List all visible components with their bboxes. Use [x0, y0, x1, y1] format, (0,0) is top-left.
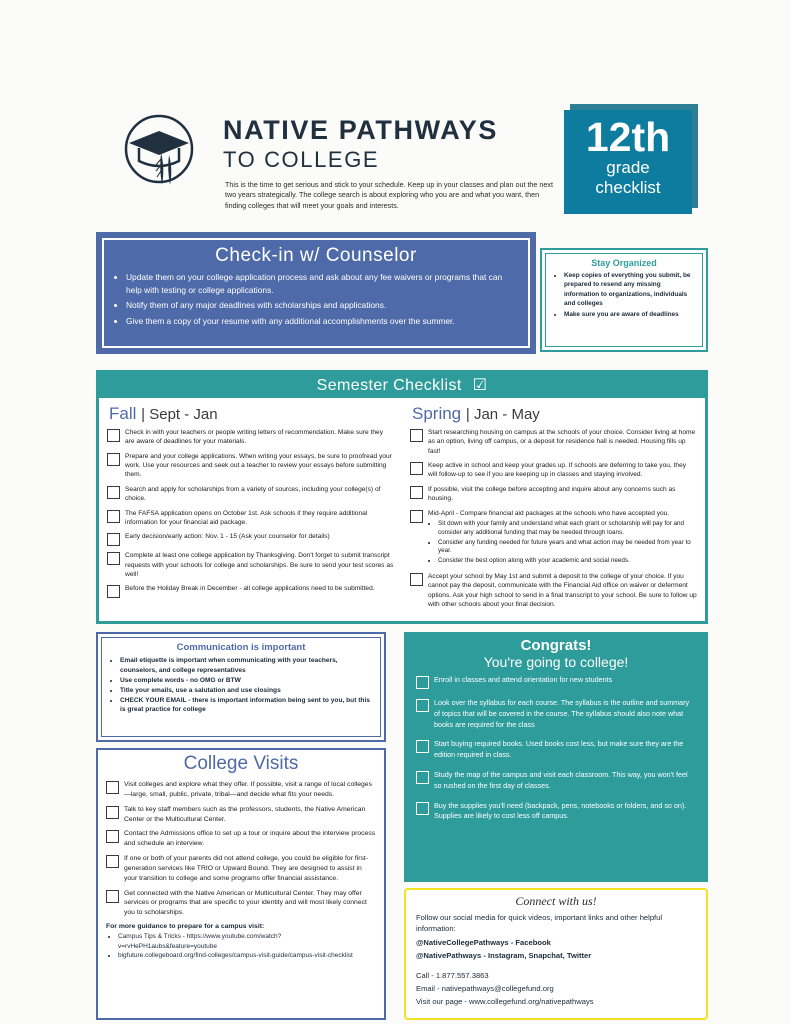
checklist-row[interactable]: [106, 829, 376, 849]
graduation-cap-feather-icon: [115, 113, 211, 189]
fall-season: Fall: [109, 404, 137, 423]
more-guidance-heading: For more guidance to prepare for a campus visit:: [106, 923, 265, 931]
checkbox[interactable]: [410, 429, 423, 442]
checklist-text: If one or both of your parents did not attend college, you could be eligible for first-generation services like TRIO or Upward Bound. They are designed to assist in your transition to college and some programs offer financial assistance.: [124, 855, 369, 882]
checklist-row[interactable]: [416, 675, 696, 689]
grade-badge: [564, 104, 704, 214]
checkbox[interactable]: [410, 510, 423, 523]
checkbox[interactable]: [106, 806, 119, 819]
list-item: • CHECK YOUR EMAIL - there is important information being sent to you, but this is great practice for college: [120, 696, 374, 716]
list-item: • Consider the best option along with your academic and social needs.: [438, 557, 697, 566]
fall-heading: Fall | Sept - Jan: [109, 404, 218, 423]
checklist-text: Search and apply for scholarships from a variety of sources, including your college(s) of choice.: [125, 485, 381, 503]
brand-line-1: NATIVE PATHWAYS: [223, 115, 499, 145]
congrats-panel: [404, 632, 708, 882]
congrats-subtitle: You're going to college!: [483, 654, 629, 670]
badge-grade-word: grade: [606, 158, 650, 177]
intro-paragraph: This is the time to get serious and stick to your schedule. Keep up in your classes and plan out the next two years strategically. The college search is about exploring who you are and what you want, then finding colleges that will meet your goals and interests.: [225, 180, 554, 210]
badge-front: [564, 110, 692, 214]
checklist-row[interactable]: [410, 572, 697, 609]
checklist-text: Early decision/early action: Nov. 1 - 15 (Ask your counselor for details): [125, 533, 330, 541]
website-url[interactable]: Visit our page - www.collegefund.org/nativepathways: [416, 997, 594, 1007]
checklist-row[interactable]: [416, 801, 696, 823]
list-item[interactable]: • bigfuture.collegeboard.org/find-colleges/campus-visit-guide/campus-visit-checklist: [118, 951, 376, 960]
stay-organized-panel: [540, 248, 708, 352]
checklist-row[interactable]: [410, 428, 697, 456]
checkbox[interactable]: [106, 855, 119, 868]
sub-list: [428, 520, 697, 566]
checklist-row[interactable]: [107, 485, 394, 504]
list-item: • Title your emails, use a salutation and use closings: [120, 686, 374, 696]
facebook-handle[interactable]: @NativeCollegePathways - Facebook: [416, 937, 551, 947]
semester-title-band: [99, 373, 705, 398]
checkbox[interactable]: [416, 802, 429, 815]
social-handles[interactable]: @NativePathways - Instagram, Snapchat, Twitter: [416, 951, 592, 961]
checkbox[interactable]: [107, 585, 120, 598]
checkbox[interactable]: [107, 429, 120, 442]
checklist-row[interactable]: [107, 428, 394, 447]
counselor-panel: [96, 232, 536, 354]
checkbox[interactable]: [410, 573, 423, 586]
semester-checklist-panel: [96, 370, 708, 624]
list-item: • Notify them of any major deadlines with scholarships and applications.: [126, 299, 520, 312]
college-visits-panel: [96, 748, 386, 1020]
checklist-row[interactable]: [410, 461, 697, 480]
brand-title: [223, 116, 498, 173]
checkbox[interactable]: [107, 510, 120, 523]
communication-list: [108, 656, 374, 715]
list-item: • Use complete words - no OMG or BTW: [120, 676, 374, 686]
checklist-text: If possible, visit the college before accepting and inquire about any concerns such as housing.: [428, 485, 676, 503]
college-visits-title: College Visits: [183, 753, 299, 774]
checklist-row[interactable]: [416, 698, 696, 730]
checkbox[interactable]: [416, 771, 429, 784]
spring-column: [402, 398, 705, 614]
list-item: • Sit down with your family and understand what each grant or scholarship will pay for and consider any additional funding that may be needed through loans.: [438, 520, 697, 538]
connect-intro: Follow our social media for quick videos, important links and other helpful information:: [416, 913, 663, 934]
checklist-row[interactable]: [107, 509, 394, 528]
checklist-text: Enroll in classes and attend orientation for new students: [434, 675, 613, 684]
spring-season: Spring: [412, 404, 462, 423]
badge-grade: 12th: [585, 114, 671, 160]
congrats-title: Congrats!: [520, 637, 592, 654]
checklist-row[interactable]: [107, 551, 394, 579]
checklist-row[interactable]: [410, 485, 697, 504]
list-item[interactable]: • Campus Tips & Tricks - https://www.youtube.com/watch?v=rvHePH1aubs&feature=youtube: [118, 932, 376, 951]
list-item: • Keep copies of everything you submit, be prepared to resend any missing information to organizations, individuals and colleges: [564, 271, 696, 308]
checkbox[interactable]: [410, 486, 423, 499]
checkbox[interactable]: [416, 699, 429, 712]
checklist-text: Start researching housing on campus at the schools of your choice. Consider living at home as an option, living off campus, or a deposit for residence hall is needed. Housing fills up fast!: [428, 429, 696, 455]
checkbox[interactable]: [416, 676, 429, 689]
spring-heading: Spring | Jan - May: [412, 404, 540, 423]
list-item: • Update them on your college application process and ask about any fee waivers or programs that can help with testing or college applications.: [126, 271, 520, 296]
checklist-text: The FAFSA application opens on October 1st. Ask schools if they require additional information for your financial aid package.: [125, 509, 368, 526]
checklist-row[interactable]: [410, 509, 697, 567]
checkbox[interactable]: [107, 453, 120, 466]
checkbox[interactable]: [410, 462, 423, 475]
check-mark-icon: ☑: [472, 377, 488, 394]
checklist-row[interactable]: [107, 452, 394, 480]
semester-title: Semester Checklist: [316, 377, 462, 394]
checklist-row[interactable]: [107, 532, 394, 546]
campus-visit-links: [106, 932, 376, 960]
checklist-row[interactable]: [106, 889, 376, 919]
checklist-text: Contact the Admissions office to set up a tour or inquire about the interview process and schedule an interview.: [124, 830, 376, 848]
stay-organized-list: [552, 271, 696, 319]
checklist-text: Keep active in school and keep your grades up. If schools are deferring to take you, they will follow-up to see if you are keeping up in classes and staying involved.: [428, 462, 687, 479]
checkbox[interactable]: [107, 533, 120, 546]
checklist-text: Accept your school by May 1st and submit a deposit to the college of your choice. If you cannot pay the deposit, communicate with the Financial Aid office on waiver or deferment options. Ask your high school to send in a final transcript to your school. Be sure to follow up with other schools about your final decision.: [428, 572, 697, 609]
list-item: • Give them a copy of your resume with any additional accomplishments over the summer.: [126, 315, 520, 328]
communication-title: Communication is important: [176, 642, 306, 653]
checklist-text: Buy the supplies you'll need (backpack, pens, notebooks or folders, and so on). Supplies are likely to cost less off campus.: [434, 800, 687, 821]
list-item: • Consider any funding needed for future years and what action may be needed from year to year.: [438, 539, 697, 557]
checklist-row[interactable]: [416, 770, 696, 792]
checkbox[interactable]: [106, 890, 119, 903]
counselor-title: Check-in w/ Counselor: [215, 245, 417, 266]
connect-panel: [404, 888, 708, 1020]
badge-checklist-word: checklist: [595, 177, 661, 197]
counselor-list: [112, 271, 520, 327]
connect-title: Connect with us!: [515, 894, 597, 908]
checkbox[interactable]: [416, 740, 429, 753]
stay-organized-title: Stay Organized: [591, 258, 657, 268]
fall-months: Sept - Jan: [149, 406, 218, 423]
checkbox[interactable]: [107, 486, 120, 499]
checklist-text: Get connected with the Native American or Multicultural Center. They may offer services or programs that are specific to your identity and will most likely connect you to scholarships.: [124, 889, 367, 917]
checklist-text: Prepare and your college applications. When writing your essays, be sure to proofread your work. Use your resources and seek out a teacher to review your essays before submitting them.: [125, 452, 392, 479]
checkbox[interactable]: [106, 830, 119, 843]
checklist-text: Study the map of the campus and visit each classroom. This way, you won't feel so rushed on the first day of classes.: [434, 769, 688, 790]
list-item: • Make sure you are aware of deadlines: [564, 310, 696, 319]
list-item: • Email etiquette is important when communicating with your teachers, counselors, and college representatives: [120, 656, 374, 676]
brand-line-2: TO COLLEGE: [223, 147, 380, 173]
fall-column: [99, 398, 402, 614]
checklist-row[interactable]: [106, 805, 376, 825]
checklist-text: Look over the syllabus for each course. The syllabus is the outline and summary of topics that will be covered in the course. The syllabus should also note what books are required for the class: [434, 698, 690, 729]
checklist-row[interactable]: [106, 780, 376, 800]
checklist-text: Before the Holiday Break in December - all college applications need to be submitted.: [125, 585, 375, 593]
checkbox[interactable]: [107, 552, 120, 565]
checklist-row[interactable]: [107, 584, 394, 598]
checklist-row[interactable]: [416, 739, 696, 761]
checklist-text: Check in with your teachers or people writing letters of recommendation. Make sure they are aware of deadlines for your materials.: [125, 429, 384, 446]
checkbox[interactable]: [106, 781, 119, 794]
checklist-text: Talk to key staff members such as the professors, students, the Native American Center or the Multicultural Center.: [124, 805, 366, 823]
phone-number[interactable]: Call - 1.877.557.3863: [416, 970, 489, 980]
checklist-text: Complete at least one college application by Thanksgiving. Don't forget to submit transcript requests with your schools for college and scholarships. Be sure to send your test scores as well!: [125, 552, 394, 578]
communication-panel: [96, 632, 386, 742]
checklist-row[interactable]: [106, 854, 376, 884]
checklist-text: Mid-April - Compare financial aid packages at the schools who have accepted you.: [428, 509, 670, 517]
checklist-text: Visit colleges and explore what they offer. If possible, visit a range of local colleges—large, small, public, private, tribal—and decide what fits your needs.: [124, 781, 372, 798]
email-address[interactable]: Email - nativepathways@collegefund.org: [416, 983, 554, 993]
checklist-text: Start buying required books. Used books cost less, but make sure they are the edition required in class.: [434, 739, 684, 760]
spring-months: Jan - May: [473, 406, 540, 423]
